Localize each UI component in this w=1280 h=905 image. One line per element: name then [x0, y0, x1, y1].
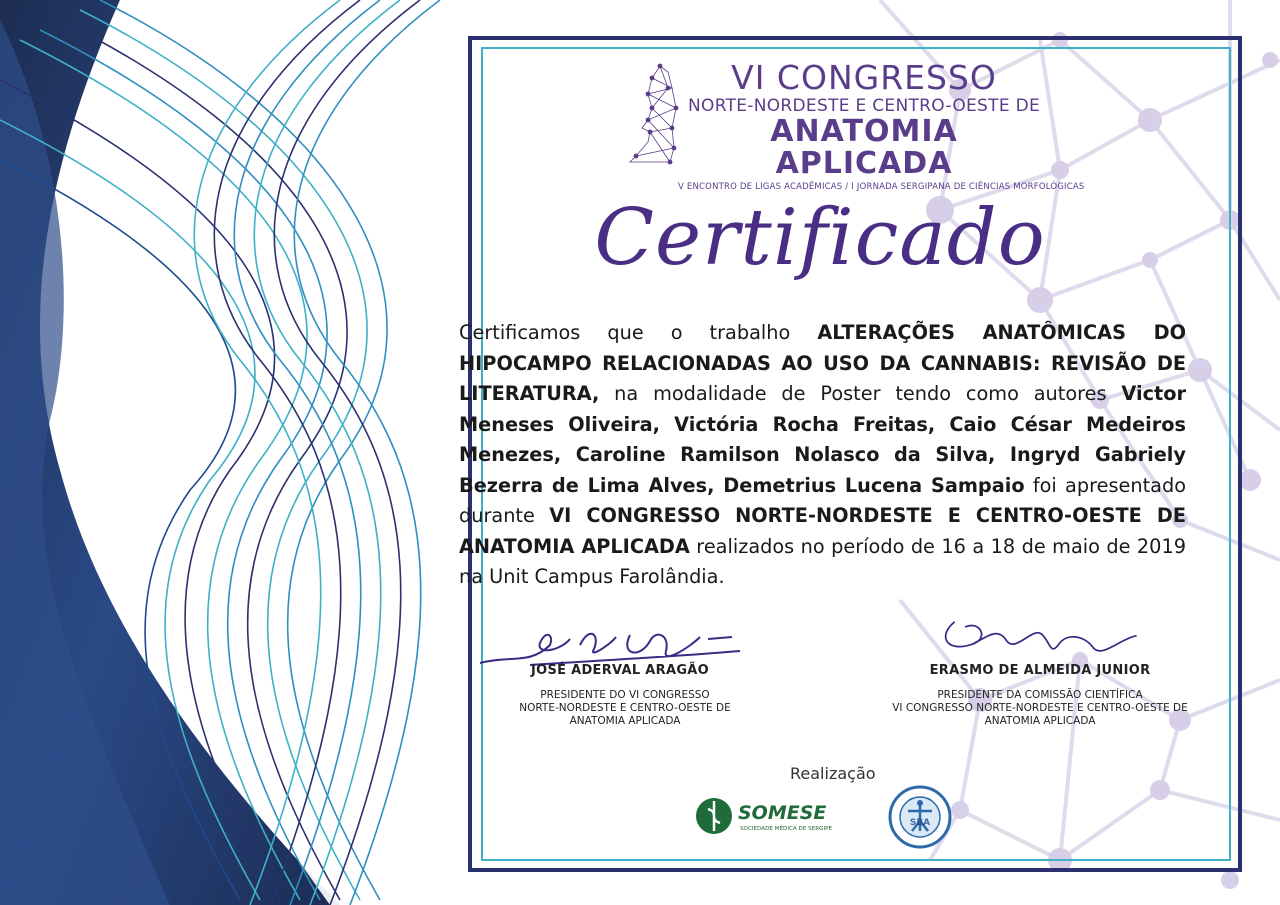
signatory-2-name: ERASMO DE ALMEIDA JUNIOR: [929, 663, 1151, 678]
somese-name: SOMESE: [738, 802, 827, 824]
realizacao-label: Realização: [790, 764, 876, 783]
logo-line-1: VI CONGRESSO: [731, 58, 997, 97]
body-period: realizados no período de 16 a 18 de maio de 2019 na Unit Campus Farolândia.: [459, 534, 1186, 588]
work-title: ALTERAÇÕES ANATÔMICAS DO HIPOCAMPO RELACIONADAS AO USO DA CANNABIS: REVISÃO DE LITERATURA,: [459, 321, 1186, 405]
signatory-1-role-line-1: PRESIDENTE DO VI CONGRESSO: [540, 689, 710, 701]
logo-line-2: NORTE-NORDESTE E CENTRO-OESTE DE: [688, 96, 1040, 116]
signatory-2-role-line-1: PRESIDENTE DA COMISSÃO CIENTÍFICA: [937, 689, 1143, 701]
signatory-1-name: JOSÉ ADERVAL ARAGÃO: [530, 663, 710, 678]
body-intro: Certificamos que o trabalho: [459, 321, 818, 344]
signatory-1-role-line-3: ANATOMIA APLICADA: [569, 715, 681, 727]
body-modality: na modalidade de Poster tendo como autores: [599, 382, 1122, 405]
certificate-body: [459, 318, 1186, 593]
certificate-title: Certificado: [594, 193, 1046, 283]
signatory-2-role: [880, 689, 1200, 728]
sba-seal-icon: [888, 785, 952, 849]
logo-line-3: ANATOMIA APLICADA: [770, 114, 958, 181]
signatory-2-role-line-3: ANATOMIA APLICADA: [984, 715, 1096, 727]
signatory-1-role: [470, 689, 780, 728]
sba-mark: SBA: [909, 818, 931, 828]
logo-line-4: V ENCONTRO DE LIGAS ACADÊMICAS / I JORNADA SERGIPANA DE CIÊNCIAS MORFOLÓGICAS: [678, 182, 1085, 192]
authors: Victor Meneses Oliveira, Victória Rocha Freitas, Caio César Medeiros Menezes, Caroline Ramilson Nolasco da Silva, Ingryd Gabriely Bezerra de Lima Alves, Demetrius Lucena Sampaio: [459, 382, 1186, 497]
body-presented: foi apresentado durante: [459, 473, 1186, 527]
signature-block-1: [470, 615, 780, 735]
signatory-2-role-line-2: VI CONGRESSO NORTE-NORDESTE E CENTRO-OESTE DE: [892, 702, 1188, 714]
event-name: VI CONGRESSO NORTE-NORDESTE E CENTRO-OESTE DE ANATOMIA APLICADA: [459, 504, 1186, 558]
somese-logo-icon: [694, 793, 840, 839]
signature-block-2: [880, 605, 1200, 735]
signatory-1-role-line-2: NORTE-NORDESTE E CENTRO-OESTE DE: [519, 702, 731, 714]
somese-subtitle: SOCIEDADE MÉDICA DE SERGIPE: [740, 826, 833, 832]
